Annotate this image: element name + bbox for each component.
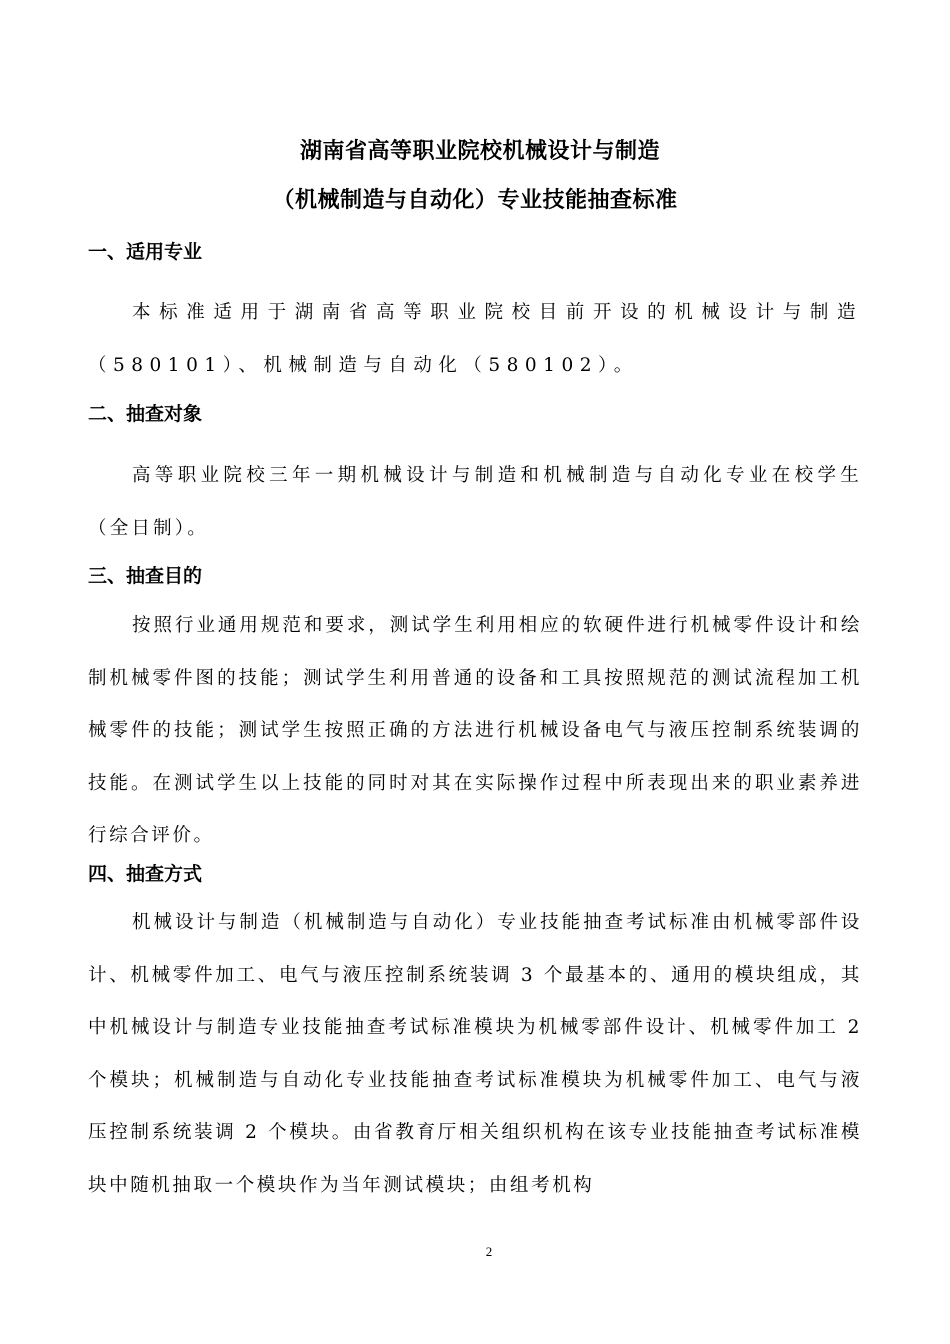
section-text-method: 机械设计与制造（机械制造与自动化）专业技能抽查考试标准由机械零部件设计、机械零件加工、电气与液压控制系统装调 3 个最基本的、通用的模块组成，其中机械设计与制造专业技能抽查考试标准模块为机械零部件设计、机械零件加工 2 个模块；机械制造与自动化专业技能抽查考试标准模块为机械零件加工、电气与液压控制系统装调 2 个模块。由省教育厅相关组织机构在该专业技能抽查考试标准模块中随机抽取一个模块作为当年测试模块；由组考机构 — [88, 912, 862, 1196]
section-heading-target: 二、抽查对象 — [88, 403, 203, 425]
section-heading-purpose: 三、抽查目的 — [88, 565, 203, 587]
document-title-line-2: （机械制造与自动化）专业技能抽查标准 — [272, 188, 678, 213]
page-number: 2 — [485, 1244, 493, 1259]
document-title-line-1: 湖南省高等职业院校机械设计与制造 — [299, 139, 660, 164]
section-text-applicable-majors: 本标准适用于湖南省高等职业院校目前开设的机械设计与制造（580101）、机械制造与自动化（580102）。 — [88, 302, 862, 376]
section-heading-applicable-majors: 一、适用专业 — [88, 241, 203, 263]
section-heading-method: 四、抽查方式 — [88, 863, 203, 885]
section-text-purpose: 按照行业通用规范和要求，测试学生利用相应的软硬件进行机械零件设计和绘制机械零件图的技能；测试学生利用普通的设备和工具按照规范的测试流程加工机械零件的技能；测试学生按照正确的方法进行机械设备电气与液压控制系统装调的技能。在测试学生以上技能的同时对其在实际操作过程中所表现出来的职业素养进行综合评价。 — [88, 615, 862, 846]
section-text-target: 高等职业院校三年一期机械设计与制造和机械制造与自动化专业在校学生（全日制）。 — [88, 465, 862, 539]
